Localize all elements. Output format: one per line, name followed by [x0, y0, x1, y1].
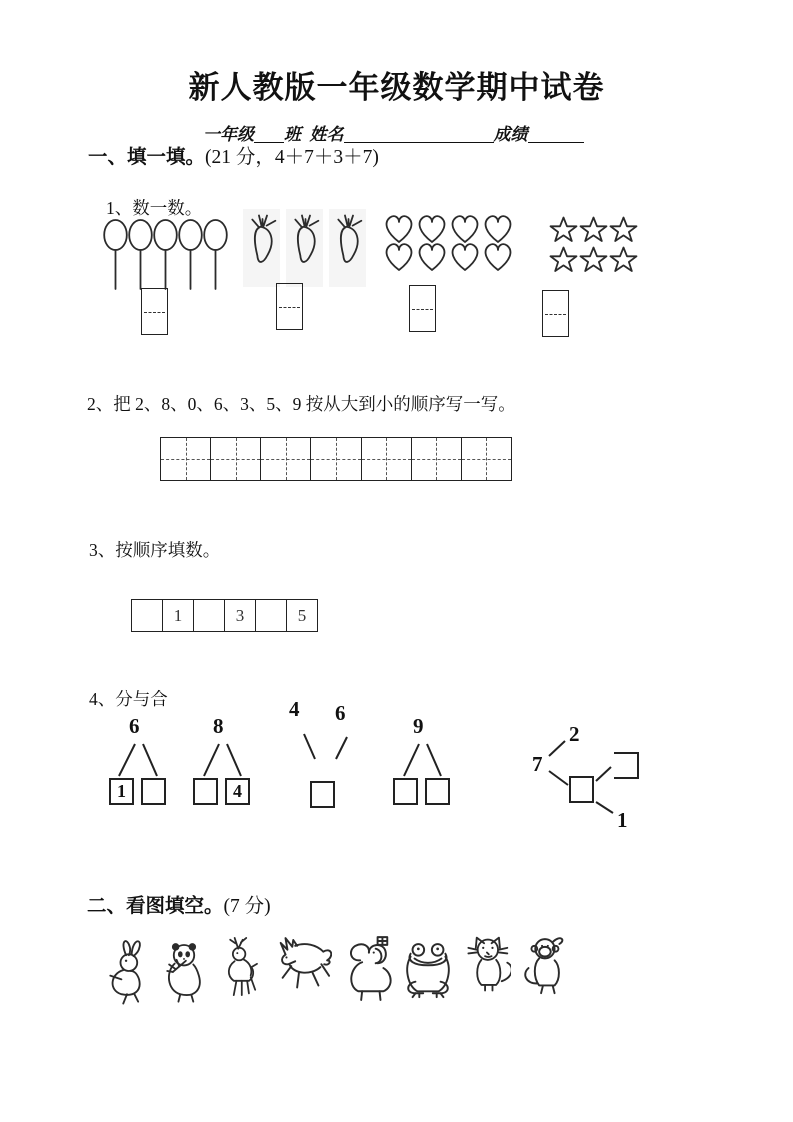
animal-row [101, 930, 570, 1010]
sequence-cell [132, 600, 163, 631]
bond-total: 8 [213, 714, 224, 738]
balloon-icon [153, 219, 178, 291]
count-answer-box [409, 285, 436, 332]
writing-cell [161, 438, 211, 480]
section2-heading: 二、看图填空。(7 分) [87, 896, 271, 917]
cat-icon [461, 932, 511, 1010]
star-icon [549, 216, 578, 244]
balloon-icon [103, 219, 128, 291]
horse-icon [270, 932, 332, 1010]
monkey-icon [516, 930, 570, 1010]
number-bond-4-6 [287, 699, 367, 811]
bond-total: 7 [532, 752, 543, 776]
writing-cell [412, 438, 462, 480]
number-bond-6 [103, 716, 173, 810]
bond-box: 4 [225, 778, 250, 805]
balloon-icon [128, 219, 153, 291]
writing-cell [261, 438, 311, 480]
heart-icon [382, 241, 416, 273]
page-title: 新人教版一年级数学期中试卷 [188, 70, 605, 105]
star-icon [549, 246, 578, 274]
frog-icon [400, 936, 456, 1010]
order-writing-grid [160, 437, 512, 481]
radish-group [243, 209, 366, 287]
heart-icon [481, 241, 515, 273]
count-answer-box [276, 283, 303, 330]
score-blank [528, 128, 584, 143]
bond-part: 1 [617, 808, 628, 832]
score-label: 成绩 [493, 125, 528, 144]
writing-cell [462, 438, 511, 480]
writing-cell [362, 438, 412, 480]
star-icon [609, 216, 638, 244]
q4-label: 4、分与合 [89, 689, 168, 709]
q3-label: 3、按顺序填数。 [89, 540, 221, 560]
star-group [549, 216, 643, 274]
sequence-cell: 1 [163, 600, 194, 631]
balloon-icon [178, 219, 203, 291]
grade-label: 一年级 [203, 125, 254, 144]
bond-box [193, 778, 218, 805]
bond-box: 1 [109, 778, 134, 805]
heart-icon [448, 241, 482, 273]
star-icon [579, 216, 608, 244]
number-bond-7 [524, 710, 652, 834]
bond-box [141, 778, 166, 805]
writing-cell [311, 438, 361, 480]
sequence-grid [131, 599, 318, 632]
heart-icon [415, 241, 449, 273]
star-icon [609, 246, 638, 274]
star-icon [579, 246, 608, 274]
balloon-icon [203, 219, 228, 291]
bond-box [614, 752, 639, 779]
number-bond-9 [389, 716, 459, 810]
bond-box [393, 778, 418, 805]
count-answer-box [141, 288, 168, 335]
bond-total: 6 [129, 714, 140, 738]
sequence-cell [194, 600, 225, 631]
class-label: 班 [284, 125, 301, 144]
bond-part: 6 [335, 701, 346, 725]
sequence-cell: 5 [297, 605, 307, 625]
q1-label: 1、数一数。 [106, 198, 203, 218]
number-bond-8 [189, 716, 259, 810]
bond-box [425, 778, 450, 805]
bond-total: 9 [413, 714, 424, 738]
bond-box [310, 781, 335, 808]
elephant-icon [337, 930, 395, 1010]
radish-icon [329, 209, 366, 287]
sequence-cell [256, 600, 287, 631]
panda-icon [158, 932, 210, 1010]
bond-box [569, 776, 594, 803]
deer-icon [215, 932, 265, 1010]
rabbit-icon [101, 932, 153, 1010]
writing-cell [211, 438, 261, 480]
bond-part: 4 [289, 697, 300, 721]
bond-part: 2 [569, 722, 580, 746]
count-answer-box [542, 290, 569, 337]
radish-icon [286, 209, 323, 287]
q2-label: 2、把 2、8、0、6、3、5、9 按从大到小的顺序写一写。 [87, 394, 516, 414]
radish-icon [243, 209, 280, 287]
balloon-group [103, 219, 228, 291]
name-label: 姓名 [309, 125, 344, 144]
section1-heading: 一、填一填。(21 分，4＋7＋3＋7) [88, 147, 379, 168]
heart-group [382, 213, 516, 269]
sequence-cell: 3 [225, 600, 256, 631]
